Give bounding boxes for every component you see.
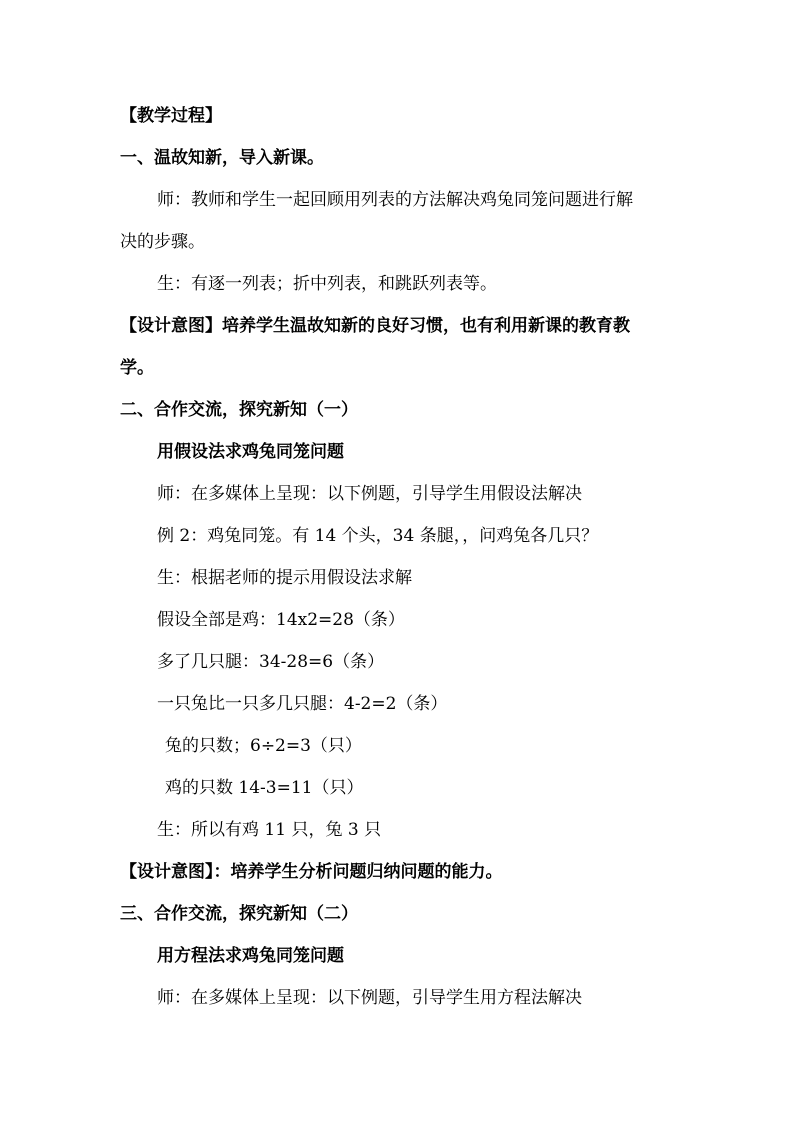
- step-all-chickens: 假设全部是鸡：14x2=28（条）: [157, 610, 405, 630]
- paragraph-teacher-review-cont: 决的步骤。: [120, 232, 205, 252]
- design-intent-1-cont: 学。: [120, 358, 154, 378]
- paragraph-teacher-example-1: 师：在多媒体上呈现：以下例题，引导学生用假设法解决: [157, 484, 582, 504]
- step-leg-difference: 一只兔比一只多几只腿：4-2=2（条）: [157, 694, 448, 714]
- subheading-equation-method: 用方程法求鸡兔同笼问题: [157, 946, 344, 966]
- student-solve-assumption: 生：根据老师的提示用假设法求解: [157, 568, 412, 588]
- paragraph-teacher-review: 师：教师和学生一起回顾用列表的方法解决鸡兔同笼问题进行解: [157, 190, 633, 210]
- subheading-assumption-method: 用假设法求鸡兔同笼问题: [157, 442, 344, 462]
- example-2: 例 2：鸡兔同笼。有 14 个头，34 条腿，，问鸡兔各几只？: [157, 526, 599, 546]
- step-rabbit-count: 兔的只数；6÷2=3（只）: [165, 736, 362, 756]
- step-extra-legs: 多了几只腿：34-28=6（条）: [157, 652, 385, 672]
- section-heading-teaching-process: 【教学过程】: [120, 106, 222, 126]
- design-intent-2: 【设计意图】：培养学生分析问题归纳问题的能力。: [120, 862, 503, 882]
- step-chicken-count: 鸡的只数 14-3=11（只）: [165, 778, 364, 798]
- heading-review-intro: 一、温故知新，导入新课。: [120, 148, 324, 168]
- heading-cooperate-explore-1: 二、合作交流，探究新知（一）: [120, 400, 358, 420]
- paragraph-student-answer: 生：有逐一列表；折中列表，和跳跃列表等。: [157, 274, 497, 294]
- design-intent-1: 【设计意图】培养学生温故知新的良好习惯，也有利用新课的教育教: [120, 316, 630, 336]
- heading-cooperate-explore-2: 三、合作交流，探究新知（二）: [120, 904, 358, 924]
- student-conclusion: 生：所以有鸡 11 只，兔 3 只: [157, 820, 382, 840]
- paragraph-teacher-example-2: 师：在多媒体上呈现：以下例题，引导学生用方程法解决: [157, 988, 582, 1008]
